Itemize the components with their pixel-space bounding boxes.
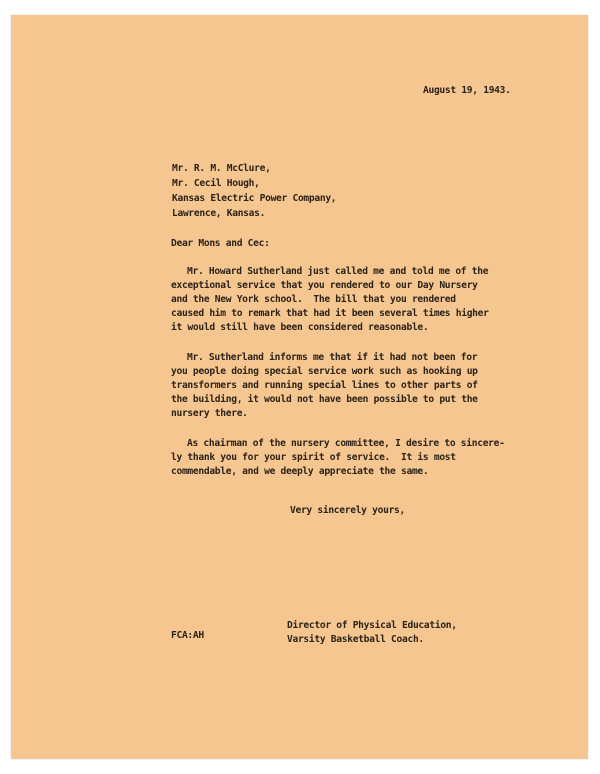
signature-title-2: Varsity Basketball Coach. — [287, 634, 424, 645]
complimentary-close: Very sincerely yours, — [290, 505, 405, 516]
paragraph2-line-4: the building, it would not have been possible to put the — [171, 394, 478, 405]
paragraph3-line-1: As chairman of the nursery committee, I desire to sincere- — [187, 438, 505, 449]
signature-title-1: Director of Physical Education, — [287, 620, 457, 631]
paragraph2-line-2: you people doing special service work such as hooking up — [171, 366, 478, 377]
paragraph1-line-4: caused him to remark that had it been several times higher — [171, 308, 489, 319]
paragraph3-line-3: commendable, and we deeply appreciate the same. — [171, 466, 429, 477]
typist-initials: FCA:AH — [171, 630, 204, 641]
letter-page — [11, 15, 588, 759]
address-line-2: Mr. Cecil Hough, — [172, 178, 260, 189]
paragraph1-line-1: Mr. Howard Sutherland just called me and told me of the — [187, 266, 489, 277]
paragraph1-line-3: and the New York school. The bill that you rendered — [171, 294, 456, 305]
paragraph3-line-2: ly thank you for your spirit of service. It is most — [171, 452, 456, 463]
salutation: Dear Mons and Cec: — [171, 238, 270, 249]
paragraph2-line-1: Mr. Sutherland informs me that if it had not been for — [187, 352, 478, 363]
letter-date: August 19, 1943. — [423, 85, 511, 96]
letter-body — [11, 15, 588, 759]
address-line-4: Lawrence, Kansas. — [172, 208, 266, 219]
paragraph1-line-5: it would still have been considered reasonable. — [171, 322, 429, 333]
paragraph2-line-3: transformers and running special lines to other parts of — [171, 380, 478, 391]
address-line-3: Kansas Electric Power Company, — [172, 193, 337, 204]
address-line-1: Mr. R. M. McClure, — [172, 163, 271, 174]
paragraph2-line-5: nursery there. — [171, 408, 248, 419]
paragraph1-line-2: exceptional service that you rendered to our Day Nursery — [171, 280, 478, 291]
